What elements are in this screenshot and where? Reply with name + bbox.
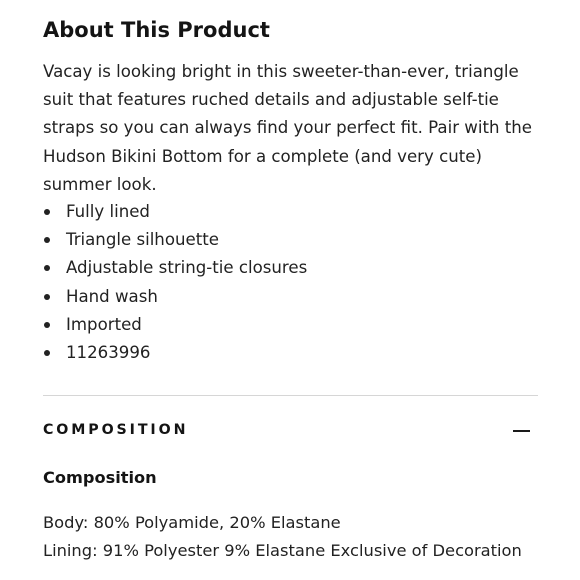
list-item xyxy=(43,311,307,339)
feature-text: Triangle silhouette xyxy=(66,230,219,250)
feature-text: Adjustable string-tie closures xyxy=(66,258,308,278)
composition-lining-materials: Lining: 91% Polyester 9% Elastane Exclusive of Decoration xyxy=(43,541,522,560)
feature-text: Hand wash xyxy=(66,286,158,306)
list-item xyxy=(43,198,307,226)
minus-icon[interactable] xyxy=(513,430,530,432)
composition-accordion-toggle[interactable] xyxy=(43,416,538,446)
feature-list xyxy=(43,198,307,367)
composition-subheading: Composition xyxy=(43,468,157,487)
bullet-icon xyxy=(44,237,50,243)
list-item xyxy=(43,254,307,282)
bullet-icon xyxy=(44,209,50,215)
feature-text: Imported xyxy=(66,314,142,334)
composition-accordion-title: COMPOSITION xyxy=(43,422,189,438)
product-sku: 11263996 xyxy=(66,343,151,363)
bullet-icon xyxy=(44,350,50,356)
product-description: Vacay is looking bright in this sweeter-than-ever, triangle suit that features ruched details and adjustable self-tie straps so you can always find your perfect fit. Pair with the Hudson Bikini Bottom for a complete (and very cute) summer look. xyxy=(43,62,533,194)
section-divider xyxy=(43,395,538,396)
bullet-icon xyxy=(44,265,50,271)
list-item xyxy=(43,283,307,311)
bullet-icon xyxy=(44,294,50,300)
feature-text: Fully lined xyxy=(66,202,150,221)
list-item xyxy=(43,339,307,367)
bullet-icon xyxy=(44,322,50,328)
about-product-heading: About This Product xyxy=(43,18,270,42)
composition-body-materials: Body: 80% Polyamide, 20% Elastane xyxy=(43,513,341,532)
list-item xyxy=(43,226,307,254)
